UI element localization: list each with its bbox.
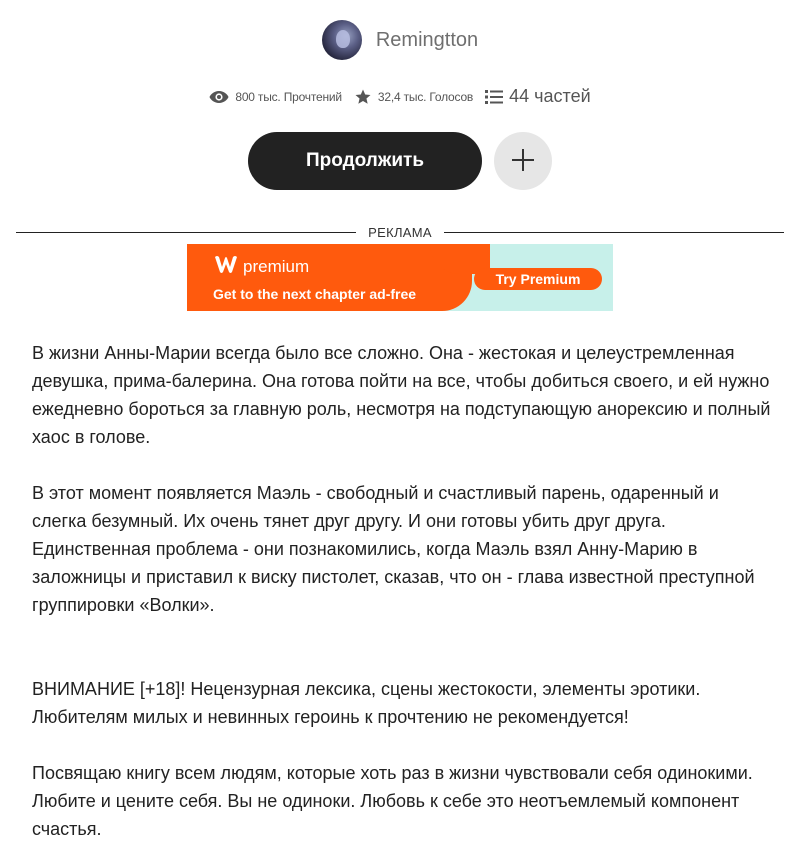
description-paragraph: Посвящаю книгу всем людям, которые хоть раз в жизни чувствовали себя одинокими. Любите и цените себя. Вы не одиноки. Любовь к себе это неотъемлемый компонент счастья. <box>32 763 753 839</box>
author-avatar[interactable] <box>322 20 362 60</box>
eye-icon <box>209 90 229 104</box>
try-premium-button[interactable]: Try Premium <box>474 268 602 290</box>
story-stats <box>0 86 800 107</box>
plus-icon <box>512 149 534 174</box>
story-description <box>32 339 772 843</box>
author-block[interactable] <box>0 20 800 60</box>
divider-line-left <box>16 232 356 233</box>
ad-brand-word: premium <box>243 256 310 276</box>
star-icon <box>354 88 372 106</box>
ad-label: РЕКЛАМА <box>368 224 432 240</box>
ad-brand <box>213 254 309 279</box>
story-actions <box>0 132 800 190</box>
votes-count: 32,4 тыс. Голосов <box>377 89 474 104</box>
description-paragraph: ВНИМАНИЕ [+18]! Нецензурная лексика, сцены жестокости, элементы эротики. Любителям милых и невинных героинь к прочтению не рекомендуется! <box>32 679 701 727</box>
stat-reads <box>209 90 342 104</box>
stat-votes <box>354 88 473 106</box>
wattpad-w-icon <box>213 254 239 279</box>
add-to-library-button[interactable] <box>494 132 552 190</box>
description-paragraph: В жизни Анны-Марии всегда было все сложно. Она - жестокая и целеустремленная девушка, прима-балерина. Она готова пойти на все, чтобы добиться своего, и ей нужно ежедневно бороться за главную роль, несмотря на подступающую анорексию и полный хаос в голове. <box>32 343 771 447</box>
ad-divider <box>16 222 784 242</box>
continue-reading-button[interactable]: Продолжить <box>248 132 482 190</box>
divider-line-right <box>444 232 784 233</box>
reads-count: 800 тыс. Прочтений <box>235 89 342 104</box>
parts-count[interactable]: 44 частей <box>509 86 591 106</box>
stat-parts[interactable] <box>485 86 591 107</box>
ad-tagline: Get to the next chapter ad-free <box>213 286 417 302</box>
premium-ad-banner[interactable] <box>187 244 613 311</box>
list-icon <box>485 89 503 105</box>
author-name[interactable]: Remingtton <box>375 28 479 51</box>
description-paragraph: В этот момент появляется Маэль - свободный и счастливый парень, одаренный и слегка безумный. Их очень тянет друг другу. И они готовы убить друг друга. Единственная проблема - они познакомились, когда Маэль взял Анну-Марию в заложницы и приставил к виску пистолет, сказав, что он - глава известной преступной группировки «Волки». <box>32 483 755 615</box>
